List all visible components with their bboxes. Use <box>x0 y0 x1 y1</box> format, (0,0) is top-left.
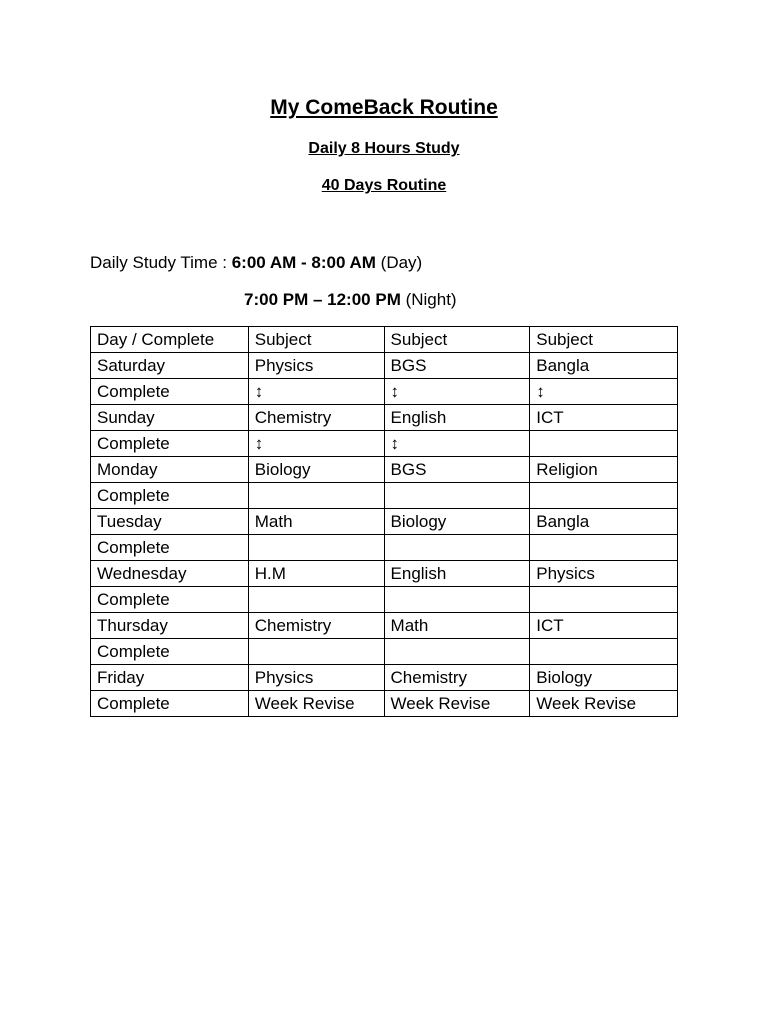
study-time-day-suffix: (Day) <box>375 253 423 272</box>
table-subject-cell: Religion <box>530 457 678 483</box>
table-subject-cell: Biology <box>248 457 384 483</box>
table-subject-cell <box>530 587 678 613</box>
table-day-cell: Sunday <box>91 405 249 431</box>
table-day-cell: Complete <box>91 691 249 717</box>
table-header-cell: Subject <box>530 327 678 353</box>
table-header-cell: Day / Complete <box>91 327 249 353</box>
table-subject-cell: Bangla <box>530 509 678 535</box>
study-time-day-line <box>90 253 422 273</box>
table-day-cell: Friday <box>91 665 249 691</box>
table-subject-cell <box>384 483 530 509</box>
table-day-cell: Complete <box>91 379 249 405</box>
table-row <box>91 561 678 587</box>
table-row <box>91 457 678 483</box>
table-day-cell: Complete <box>91 535 249 561</box>
table-header-cell: Subject <box>248 327 384 353</box>
table-row <box>91 613 678 639</box>
table-subject-cell: Week Revise <box>384 691 530 717</box>
study-time-night-line <box>244 290 457 310</box>
table-subject-cell: Week Revise <box>248 691 384 717</box>
table-subject-cell: Physics <box>530 561 678 587</box>
table-row <box>91 353 678 379</box>
table-subject-cell: English <box>384 405 530 431</box>
study-time-night-suffix: (Night) <box>400 290 457 309</box>
table-subject-cell <box>248 535 384 561</box>
table-header-cell: Subject <box>384 327 530 353</box>
study-time-night-range: 7:00 PM – 12:00 PM <box>244 290 401 309</box>
table-subject-cell <box>384 587 530 613</box>
document-subtitle-days: 40 Days Routine <box>321 177 447 194</box>
table-header-row <box>91 327 678 353</box>
table-subject-cell: Chemistry <box>248 405 384 431</box>
table-day-cell: Complete <box>91 431 249 457</box>
table-subject-cell: Biology <box>384 509 530 535</box>
table-subject-cell: BGS <box>384 353 530 379</box>
table-subject-cell: ICT <box>530 613 678 639</box>
table-subject-cell <box>530 639 678 665</box>
table-day-cell: Thursday <box>91 613 249 639</box>
table-subject-cell <box>248 483 384 509</box>
table-day-cell: Tuesday <box>91 509 249 535</box>
table-day-cell: Complete <box>91 639 249 665</box>
table-subject-cell <box>384 639 530 665</box>
table-subject-cell: Chemistry <box>248 613 384 639</box>
table-subject-cell <box>384 535 530 561</box>
table-row <box>91 431 678 457</box>
table-subject-cell: ↕ <box>384 379 530 405</box>
table-row <box>91 665 678 691</box>
table-row <box>91 509 678 535</box>
table-subject-cell: ↕ <box>248 379 384 405</box>
study-time-label: Daily Study Time : <box>90 253 232 272</box>
table-subject-cell: ↕ <box>248 431 384 457</box>
table-day-cell: Saturday <box>91 353 249 379</box>
table-row <box>91 535 678 561</box>
table-subject-cell: Math <box>248 509 384 535</box>
table-subject-cell: Chemistry <box>384 665 530 691</box>
table-subject-cell <box>248 587 384 613</box>
table-day-cell: Monday <box>91 457 249 483</box>
table-subject-cell: Week Revise <box>530 691 678 717</box>
table-subject-cell <box>530 483 678 509</box>
table-row <box>91 587 678 613</box>
table-subject-cell: ICT <box>530 405 678 431</box>
table-row <box>91 379 678 405</box>
table-subject-cell: Math <box>384 613 530 639</box>
table-subject-cell: H.M <box>248 561 384 587</box>
table-subject-cell <box>530 535 678 561</box>
table-subject-cell: Biology <box>530 665 678 691</box>
routine-table-body <box>91 327 678 717</box>
document-title: My ComeBack Routine <box>270 96 498 119</box>
table-subject-cell <box>248 639 384 665</box>
table-subject-cell: ↕ <box>530 379 678 405</box>
table-subject-cell: Physics <box>248 665 384 691</box>
table-subject-cell: ↕ <box>384 431 530 457</box>
table-day-cell: Complete <box>91 587 249 613</box>
table-row <box>91 405 678 431</box>
table-row <box>91 639 678 665</box>
routine-table <box>90 326 678 717</box>
table-day-cell: Complete <box>91 483 249 509</box>
table-subject-cell: BGS <box>384 457 530 483</box>
table-subject-cell: Bangla <box>530 353 678 379</box>
table-day-cell: Wednesday <box>91 561 249 587</box>
table-row <box>91 483 678 509</box>
table-subject-cell <box>530 431 678 457</box>
table-row <box>91 691 678 717</box>
table-subject-cell: English <box>384 561 530 587</box>
document-subtitle-hours: Daily 8 Hours Study <box>308 140 460 157</box>
table-subject-cell: Physics <box>248 353 384 379</box>
study-time-day-range: 6:00 AM - 8:00 AM <box>231 253 376 272</box>
